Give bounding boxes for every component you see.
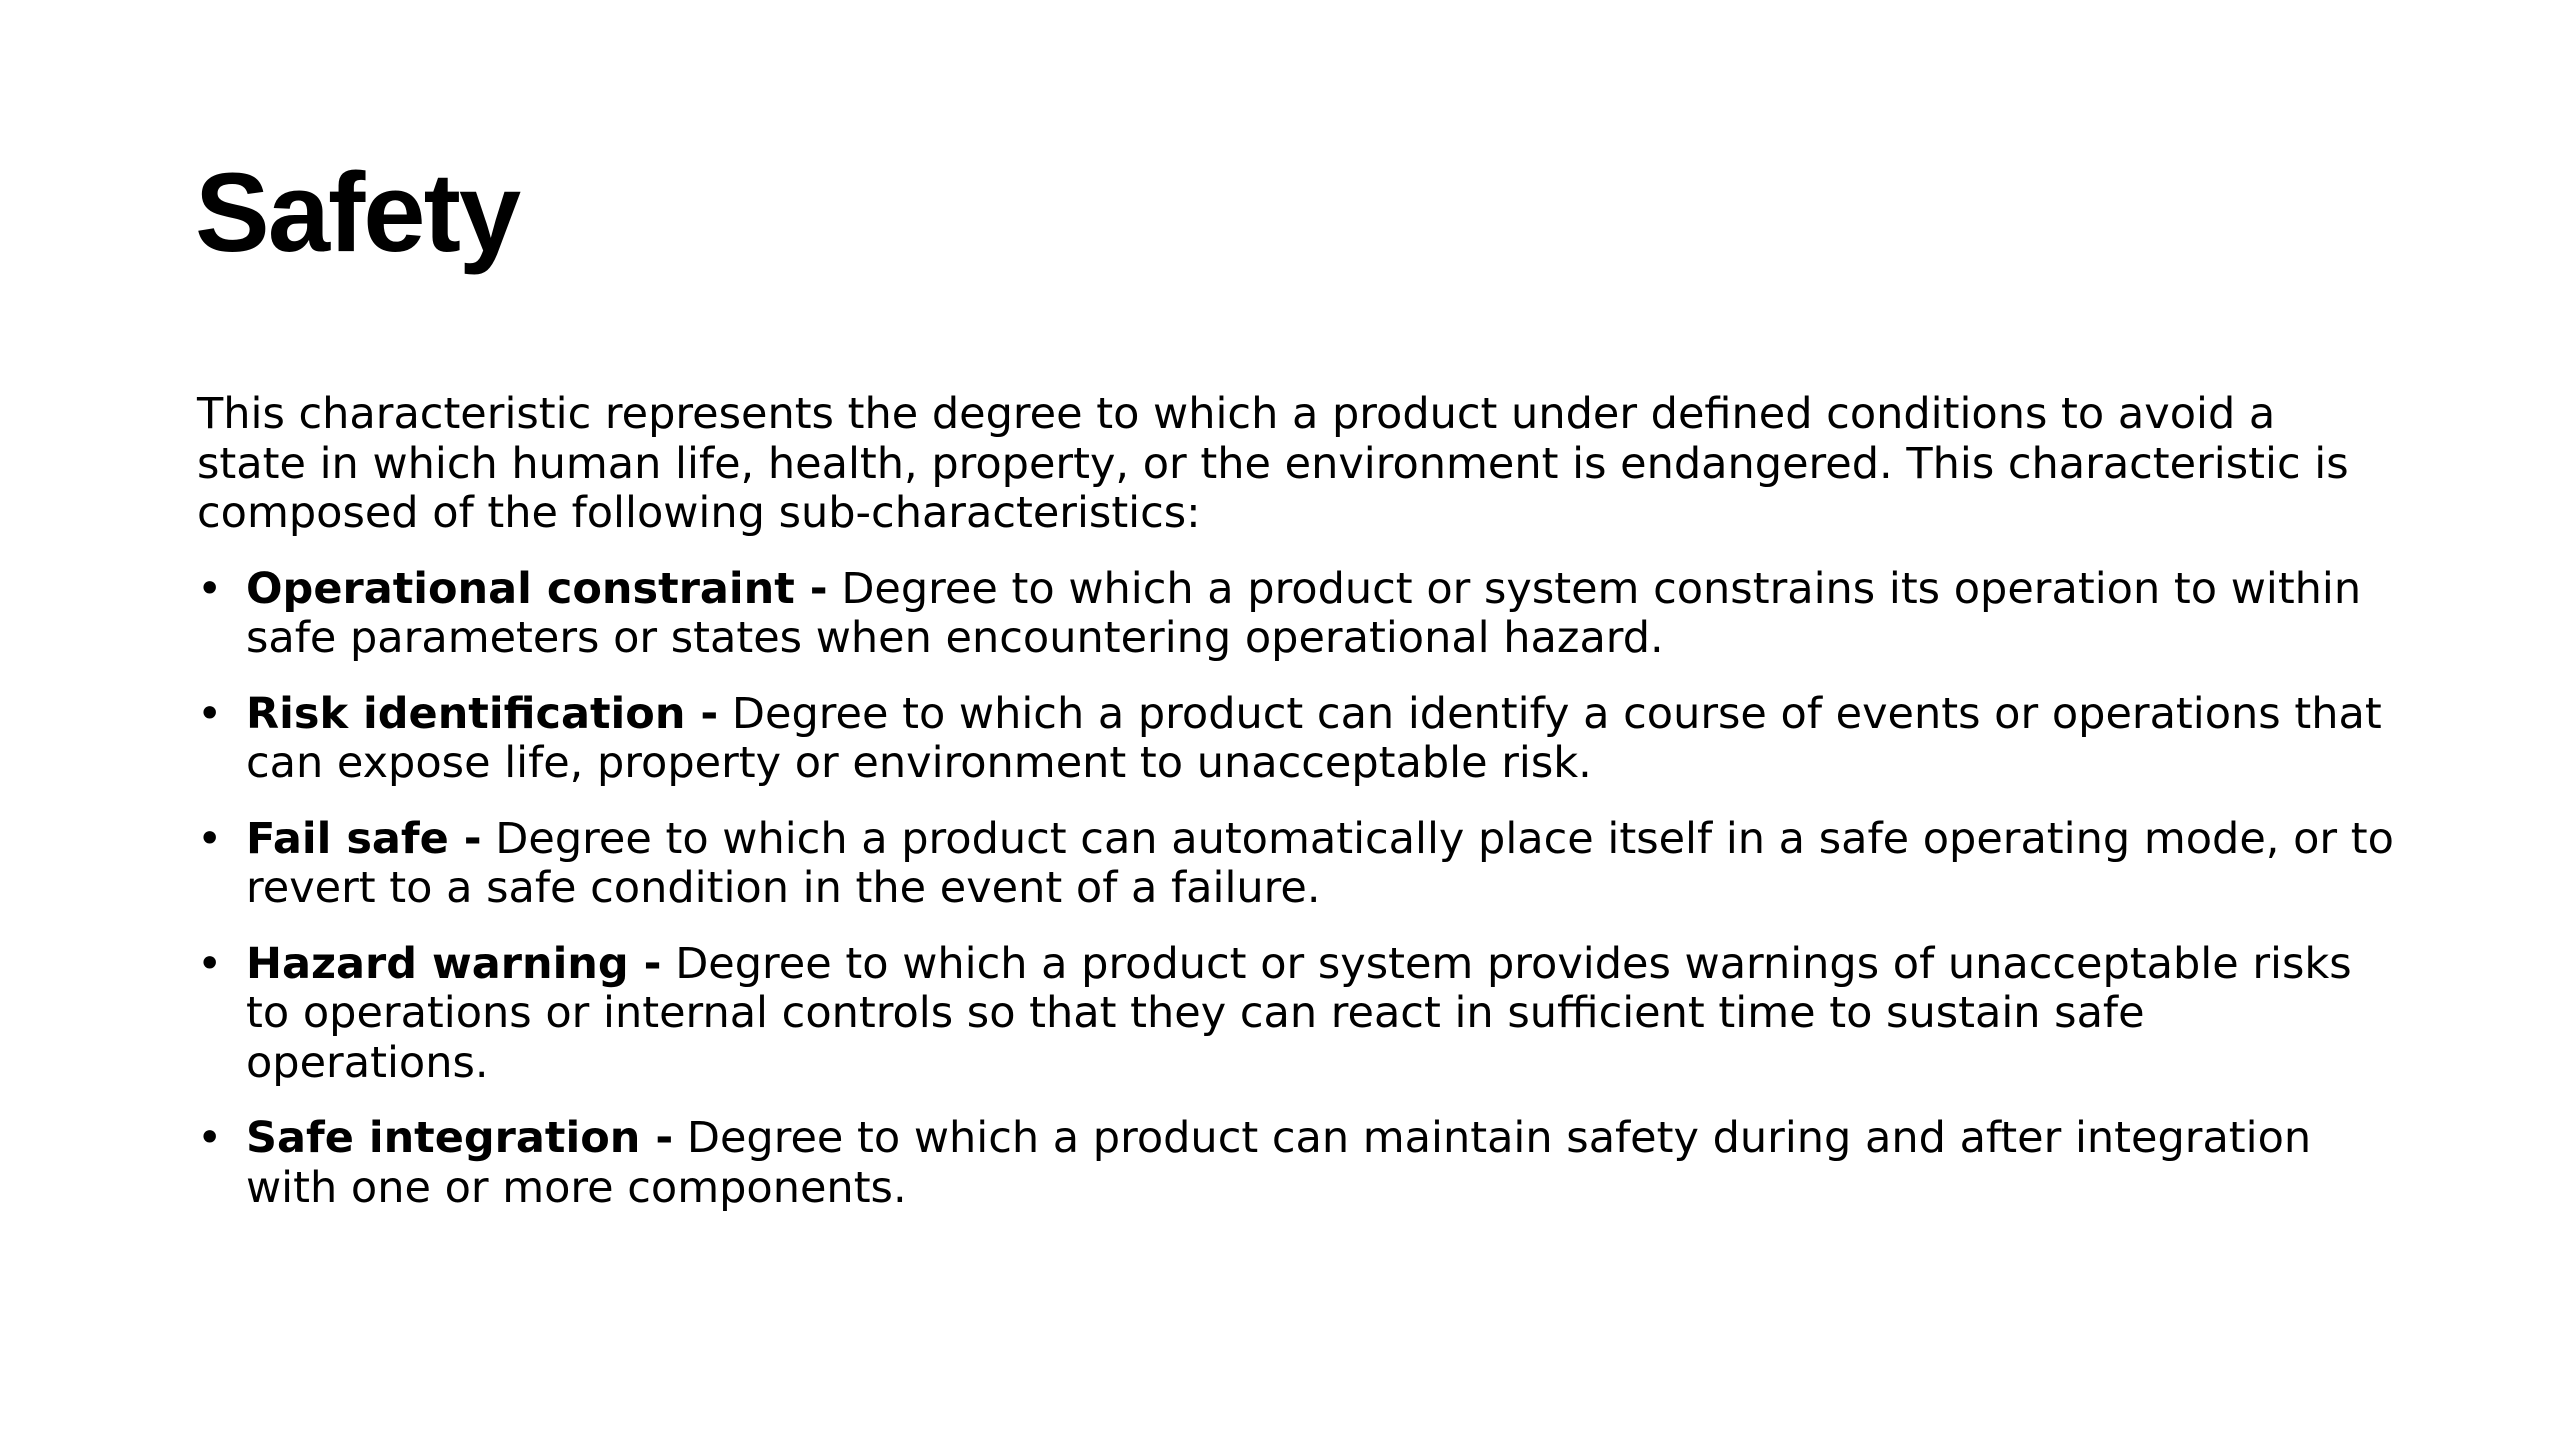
bullet-icon: • [197,1113,223,1163]
item-description: Degree to which a product can maintain safety during and after integration with one or more components. [246,1113,2312,1213]
item-term: Hazard warning - [246,938,662,989]
item-description: Degree to which a product can automatically place itself in a safe operating mode, or to revert to a safe condition in the event of a failure. [246,813,2394,913]
list-item-hazard-warning [197,940,2397,1089]
item-term: Operational constraint - [246,563,828,614]
list-item-fail-safe [197,815,2397,914]
item-term: Safe integration - [246,1113,674,1163]
bullet-icon: • [197,938,223,989]
list-item-safe-integration [197,1114,2397,1213]
bullet-icon: • [197,813,223,864]
list-item-risk-identification [197,690,2397,789]
item-term: Fail safe - [246,813,482,864]
sub-characteristics-list [197,565,2397,1214]
intro-paragraph: This characteristic represents the degree to which a product under defined conditions to avoid a state in which human life, health, property, or the environment is endangered. This characteristic is composed of the following sub-characteristics: [197,389,2349,538]
list-item-operational-constraint [197,565,2397,664]
item-term: Risk identification - [246,688,719,739]
slide-title: Safety [195,150,520,275]
bullet-icon: • [197,563,223,614]
item-description: Degree to which a product or system constrains its operation to within safe parameters or states when encountering operational hazard. [246,563,2362,663]
item-description: Degree to which a product or system provides warnings of unacceptable risks to operations or internal controls so that they can react in sufficient time to sustain safe operations. [246,938,2352,1088]
item-description: Degree to which a product can identify a course of events or operations that can expose life, property or environment to unacceptable risk. [246,688,2382,788]
bullet-icon: • [197,688,223,739]
slide-body [197,390,2397,1239]
